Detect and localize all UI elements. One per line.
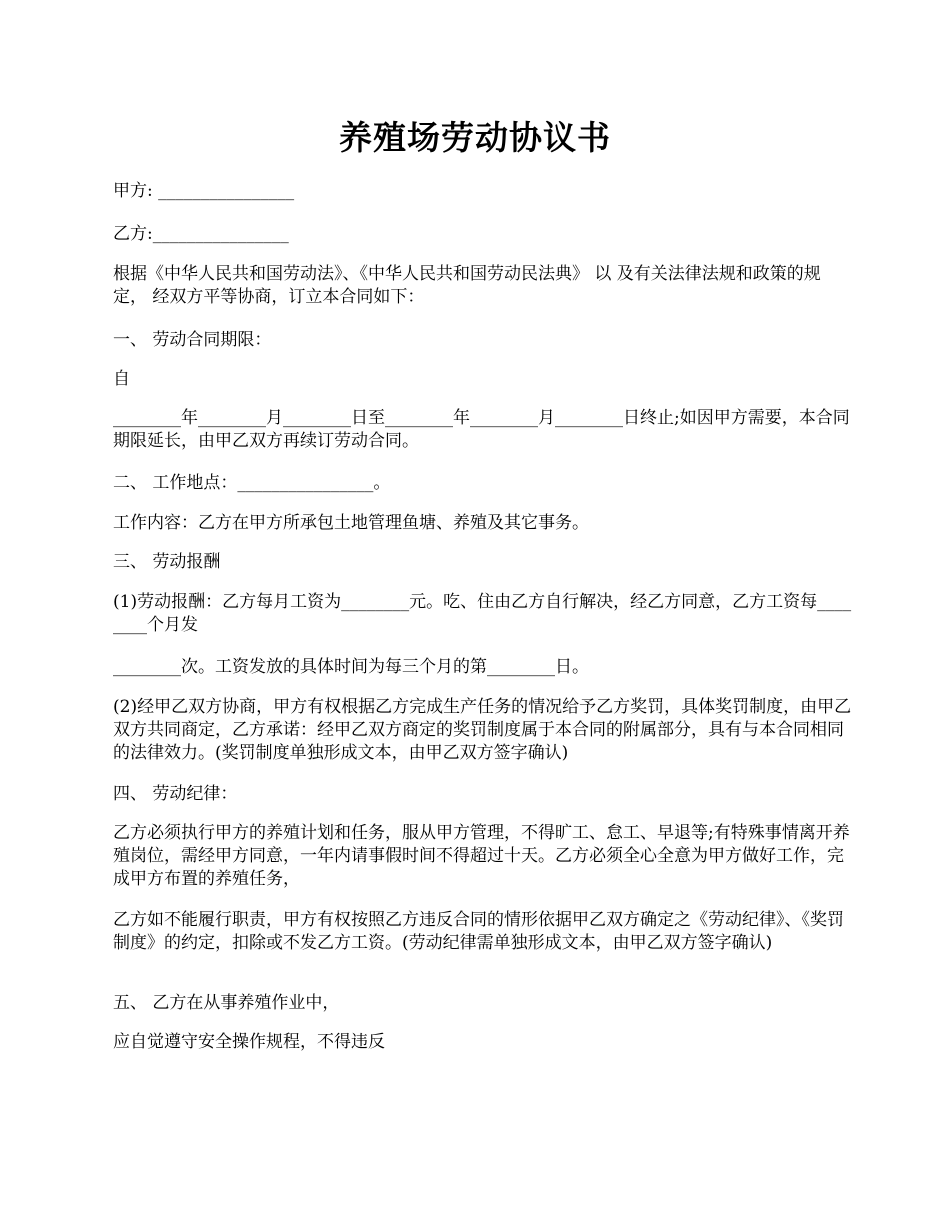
- remuneration-paragraph-2: ________次。工资发放的具体时间为每三个月的第________日。: [113, 657, 589, 677]
- term-dates-paragraph: ________年________月________日至________年________月________日终止;如因甲方需要，本合同期限延长，由甲乙双方再续订劳动合同。: [113, 408, 850, 451]
- section-2-heading: 二、 工作地点：________________。: [113, 473, 391, 493]
- safety-paragraph: 应自觉遵守安全操作规程，不得违反: [113, 1032, 385, 1052]
- remuneration-paragraph-1: (1)劳动报酬：乙方每月工资为________元。吃、住由乙方自行解决，经乙方同意，乙方工资每________个月发: [113, 592, 852, 635]
- reward-penalty-paragraph: (2)经甲乙双方协商，甲方有权根据乙方完成生产任务的情况给予乙方奖罚，具体奖罚制度，由甲乙双方共同商定，乙方承诺：经甲乙双方商定的奖罚制度属于本合同的附属部分，具有与本合同相同的法律效力。(奖罚制度单独形成文本，由甲乙双方签字确认): [113, 697, 852, 763]
- discipline-paragraph-2: 乙方如不能履行职责，甲方有权按照乙方违反合同的情形依据甲乙双方确定之《劳动纪律》、《奖罚制度》的约定，扣除或不发乙方工资。(劳动纪律需单独形成文本，由甲乙双方签字确认): [113, 910, 844, 953]
- discipline-paragraph-1: 乙方必须执行甲方的养殖计划和任务，服从甲方管理，不得旷工、怠工、早退等;有特殊事情离开养殖岗位，需经甲方同意，一年内请事假时间不得超过十天。乙方必须全心全意为甲方做好工作，完成甲方布置的养殖任务，: [113, 823, 850, 889]
- work-content-paragraph: 工作内容：乙方在甲方所承包土地管理鱼塘、养殖及其它事务。: [113, 513, 589, 533]
- section-3-heading: 三、 劳动报酬: [113, 552, 221, 572]
- section-1-heading: 一、 劳动合同期限：: [113, 330, 272, 350]
- section-5-heading: 五、 乙方在从事养殖作业中，: [113, 993, 340, 1013]
- party-a-line: 甲方: ________________: [113, 181, 295, 201]
- document-title: 养殖场劳动协议书: [339, 118, 611, 157]
- preamble-paragraph: 根据《中华人民共和国劳动法》、《中华人民共和国劳动民法典》 以 及有关法律法规和政策的规定， 经双方平等协商，订立本合同如下：: [113, 264, 821, 307]
- party-b-line: 乙方:________________: [113, 224, 289, 244]
- section-4-heading: 四、 劳动纪律：: [113, 784, 238, 804]
- term-start-word: 自: [113, 369, 130, 389]
